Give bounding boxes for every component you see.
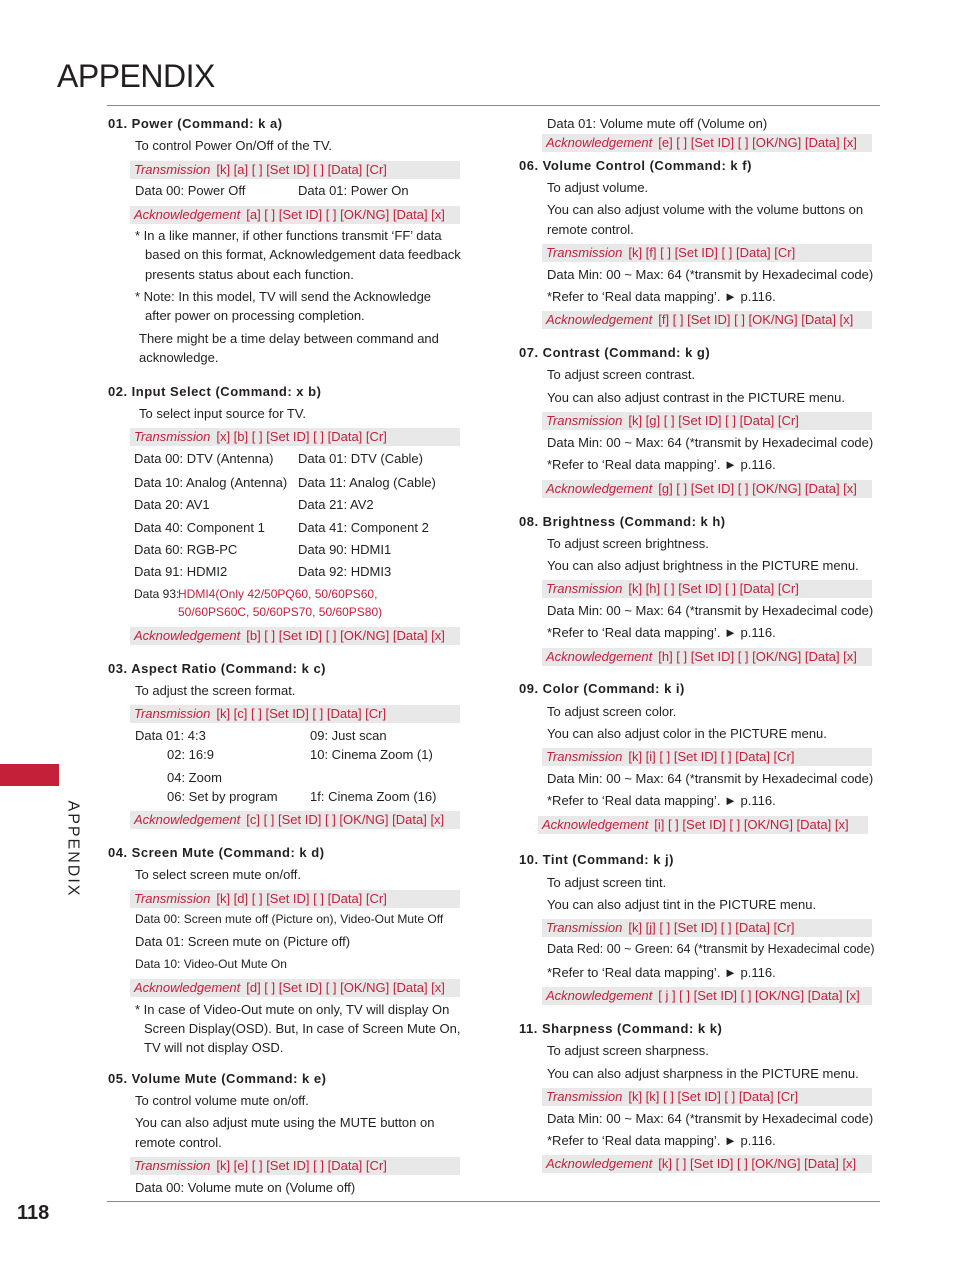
transmission-code: [k] [e] [ ] [Set ID] [ ] [Data] [Cr] — [216, 1158, 387, 1173]
data-value: Data 00: DTV (Antenna) — [134, 451, 274, 466]
acknowledgement-code: [ j ] [ ] [Set ID] [ ] [OK/NG] [Data] [x] — [658, 988, 860, 1003]
acknowledgement-label: Acknowledgement — [546, 135, 653, 150]
acknowledgement-label: Acknowledgement — [134, 628, 241, 643]
acknowledgement-format — [130, 206, 460, 224]
transmission-label: Transmission — [134, 891, 211, 906]
data-value: Data 40: Component 1 — [134, 520, 265, 535]
transmission-code: [k] [a] [ ] [Set ID] [ ] [Data] [Cr] — [216, 162, 387, 177]
transmission-code: [k] [j] [ ] [Set ID] [ ] [Data] [Cr] — [628, 920, 795, 935]
data-value: Data 01: Volume mute off (Volume on) — [547, 116, 768, 131]
reference-note: *Refer to ‘Real data mapping’. ► p.116. — [547, 289, 776, 304]
transmission-label: Transmission — [546, 920, 623, 935]
acknowledgement-format — [538, 816, 868, 834]
section-description: remote control. — [135, 1135, 222, 1150]
transmission-format — [542, 580, 872, 598]
acknowledgement-format — [130, 627, 460, 645]
section-heading: 08. Brightness (Command: k h) — [519, 514, 726, 529]
data-value: Data 20: AV1 — [134, 497, 210, 512]
reference-note: *Refer to ‘Real data mapping’. ► p.116. — [547, 457, 776, 472]
transmission-label: Transmission — [546, 581, 623, 596]
transmission-code: [k] [d] [ ] [Set ID] [ ] [Data] [Cr] — [216, 891, 387, 906]
note-text: * Note: In this model, TV will send the Acknowledge — [135, 289, 432, 304]
note-text: There might be a time delay between command and — [139, 331, 439, 346]
data-value: Data 41: Component 2 — [298, 520, 429, 535]
section-description: You can also adjust volume with the volume buttons on — [547, 202, 864, 217]
data-value: Data 00: Volume mute on (Volume off) — [135, 1180, 356, 1195]
transmission-label: Transmission — [546, 413, 623, 428]
acknowledgement-label: Acknowledgement — [546, 481, 653, 496]
note-text: based on this format, Acknowledgement data feedback — [145, 247, 461, 262]
side-section-label: APPENDIX — [64, 800, 82, 898]
note-text: Screen Display(OSD). But, In case of Screen Mute On, — [144, 1021, 461, 1036]
side-tab-marker — [0, 764, 59, 786]
section-heading: 07. Contrast (Command: k g) — [519, 345, 711, 360]
section-heading: 02. Input Select (Command: x b) — [108, 384, 322, 399]
bottom-rule — [107, 1201, 880, 1202]
acknowledgement-format — [542, 134, 872, 152]
section-description: You can also adjust mute using the MUTE button on — [135, 1115, 435, 1130]
section-description: To adjust screen contrast. — [547, 367, 696, 382]
data-value: Data 01: DTV (Cable) — [298, 451, 423, 466]
transmission-format — [130, 1157, 460, 1175]
section-heading: 06. Volume Control (Command: k f) — [519, 158, 752, 173]
data-value: Data 01: Power On — [298, 183, 409, 198]
acknowledgement-code: [f] [ ] [Set ID] [ ] [OK/NG] [Data] [x] — [658, 312, 854, 327]
transmission-format — [542, 748, 872, 766]
acknowledgement-label: Acknowledgement — [546, 1156, 653, 1171]
section-description: remote control. — [547, 222, 634, 237]
section-heading: 03. Aspect Ratio (Command: k c) — [108, 661, 327, 676]
data-value: Data 10: Analog (Antenna) — [134, 475, 288, 490]
reference-note: *Refer to ‘Real data mapping’. ► p.116. — [547, 793, 776, 808]
acknowledgement-label: Acknowledgement — [542, 817, 649, 832]
page-title: APPENDIX — [57, 58, 215, 94]
top-rule — [107, 105, 880, 106]
transmission-format — [130, 428, 460, 446]
note-text: presents status about each function. — [145, 267, 354, 282]
data-value: 04: Zoom — [167, 770, 222, 785]
acknowledgement-format — [130, 979, 460, 997]
data-value: Data 92: HDMI3 — [298, 564, 392, 579]
acknowledgement-code: [i] [ ] [Set ID] [ ] [OK/NG] [Data] [x] — [654, 817, 849, 832]
acknowledgement-label: Acknowledgement — [546, 988, 653, 1003]
acknowledgement-format — [542, 480, 872, 498]
transmission-code: [k] [f] [ ] [Set ID] [ ] [Data] [Cr] — [628, 245, 796, 260]
section-description: To control Power On/Off of the TV. — [135, 138, 333, 153]
acknowledgement-label: Acknowledgement — [546, 312, 653, 327]
page-number: 118 — [17, 1202, 50, 1224]
acknowledgement-code: [h] [ ] [Set ID] [ ] [OK/NG] [Data] [x] — [658, 649, 857, 664]
data-value: Data Min: 00 ~ Max: 64 (*transmit by Hexadecimal code) — [547, 603, 874, 618]
data-value: Data 91: HDMI2 — [134, 564, 228, 579]
note-text: * In a like manner, if other functions transmit ‘FF’ data — [135, 228, 442, 243]
acknowledgement-code: [e] [ ] [Set ID] [ ] [OK/NG] [Data] [x] — [658, 135, 857, 150]
data-value: Data 90: HDMI1 — [298, 542, 392, 557]
acknowledgement-label: Acknowledgement — [134, 980, 241, 995]
transmission-code: [x] [b] [ ] [Set ID] [ ] [Data] [Cr] — [216, 429, 387, 444]
transmission-format — [130, 705, 460, 723]
section-description: You can also adjust sharpness in the PICTURE menu. — [547, 1066, 859, 1081]
data-value: Data Min: 00 ~ Max: 64 (*transmit by Hexadecimal code) — [547, 771, 874, 786]
data-value: Data Red: 00 ~ Green: 64 (*transmit by Hexadecimal code) — [547, 942, 875, 956]
data-value-note: 50/60PS60C, 50/60PS70, 50/60PS80) — [178, 605, 383, 619]
data-value: 02: 16:9 — [167, 747, 214, 762]
note-text: * In case of Video-Out mute on only, TV will display On — [135, 1002, 450, 1017]
transmission-format — [130, 161, 460, 179]
section-description: You can also adjust contrast in the PICTURE menu. — [547, 390, 845, 405]
acknowledgement-code: [d] [ ] [Set ID] [ ] [OK/NG] [Data] [x] — [246, 980, 445, 995]
data-value: Data 11: Analog (Cable) — [298, 475, 436, 490]
transmission-code: [k] [g] [ ] [Set ID] [ ] [Data] [Cr] — [628, 413, 799, 428]
transmission-label: Transmission — [546, 749, 623, 764]
section-heading: 09. Color (Command: k i) — [519, 681, 685, 696]
transmission-format — [542, 412, 872, 430]
transmission-format — [130, 890, 460, 908]
transmission-code: [k] [i] [ ] [Set ID] [ ] [Data] [Cr] — [628, 749, 795, 764]
note-text: acknowledge. — [139, 350, 219, 365]
acknowledgement-code: [g] [ ] [Set ID] [ ] [OK/NG] [Data] [x] — [658, 481, 857, 496]
transmission-code: [k] [c] [ ] [Set ID] [ ] [Data] [Cr] — [216, 706, 387, 721]
section-description: To adjust screen tint. — [547, 875, 667, 890]
data-value: Data Min: 00 ~ Max: 64 (*transmit by Hexadecimal code) — [547, 435, 874, 450]
transmission-code: [k] [k] [ ] [Set ID] [ ] [Data] [Cr] — [628, 1089, 799, 1104]
section-description: You can also adjust tint in the PICTURE menu. — [547, 897, 817, 912]
acknowledgement-format — [542, 648, 872, 666]
section-description: To adjust screen sharpness. — [547, 1043, 709, 1058]
section-description: To adjust volume. — [547, 180, 649, 195]
section-heading: 04. Screen Mute (Command: k d) — [108, 845, 325, 860]
data-value: Data Min: 00 ~ Max: 64 (*transmit by Hexadecimal code) — [547, 1111, 874, 1126]
acknowledgement-code: [c] [ ] [Set ID] [ ] [OK/NG] [Data] [x] — [246, 812, 445, 827]
transmission-format — [542, 244, 872, 262]
transmission-code: [k] [h] [ ] [Set ID] [ ] [Data] [Cr] — [628, 581, 799, 596]
data-value: Data 01: 4:3 — [135, 728, 206, 743]
acknowledgement-format — [542, 987, 872, 1005]
section-description: To select input source for TV. — [139, 406, 306, 421]
section-heading: 10. Tint (Command: k j) — [519, 852, 674, 867]
section-heading: 05. Volume Mute (Command: k e) — [108, 1071, 327, 1086]
note-text: TV will not display OSD. — [144, 1040, 284, 1055]
section-description: To adjust the screen format. — [135, 683, 296, 698]
reference-note: *Refer to ‘Real data mapping’. ► p.116. — [547, 1133, 776, 1148]
acknowledgement-format — [542, 1155, 872, 1173]
reference-note: *Refer to ‘Real data mapping’. ► p.116. — [547, 965, 776, 980]
data-value: Data 01: Screen mute on (Picture off) — [135, 934, 351, 949]
transmission-label: Transmission — [546, 245, 623, 260]
acknowledgement-format — [130, 811, 460, 829]
transmission-label: Transmission — [134, 706, 211, 721]
section-description: To select screen mute on/off. — [135, 867, 301, 882]
note-text: after power on processing completion. — [145, 308, 365, 323]
data-value: Data 60: RGB-PC — [134, 542, 238, 557]
data-value: Data Min: 00 ~ Max: 64 (*transmit by Hexadecimal code) — [547, 267, 874, 282]
data-value: Data 21: AV2 — [298, 497, 374, 512]
data-value: 10: Cinema Zoom (1) — [310, 747, 433, 762]
data-value: Data 93: — [134, 587, 180, 601]
transmission-label: Transmission — [546, 1089, 623, 1104]
section-description: To adjust screen color. — [547, 704, 677, 719]
transmission-label: Transmission — [134, 162, 211, 177]
transmission-label: Transmission — [134, 429, 211, 444]
section-heading: 11. Sharpness (Command: k k) — [519, 1021, 723, 1036]
acknowledgement-code: [k] [ ] [Set ID] [ ] [OK/NG] [Data] [x] — [658, 1156, 857, 1171]
acknowledgement-label: Acknowledgement — [134, 812, 241, 827]
data-value: 1f: Cinema Zoom (16) — [310, 789, 437, 804]
transmission-format — [542, 1088, 872, 1106]
data-value: Data 00: Screen mute off (Picture on), Video-Out Mute Off — [135, 912, 444, 926]
transmission-label: Transmission — [134, 1158, 211, 1173]
acknowledgement-code: [a] [ ] [Set ID] [ ] [OK/NG] [Data] [x] — [246, 207, 445, 222]
acknowledgement-label: Acknowledgement — [134, 207, 241, 222]
data-value-note: HDMI4(Only 42/50PQ60, 50/60PS60, — [178, 587, 378, 601]
data-value: Data 10: Video-Out Mute On — [135, 957, 287, 971]
acknowledgement-format — [542, 311, 872, 329]
reference-note: *Refer to ‘Real data mapping’. ► p.116. — [547, 625, 776, 640]
section-description: You can also adjust brightness in the PICTURE menu. — [547, 558, 859, 573]
acknowledgement-label: Acknowledgement — [546, 649, 653, 664]
section-description: To adjust screen brightness. — [547, 536, 709, 551]
section-heading: 01. Power (Command: k a) — [108, 116, 283, 131]
section-description: To control volume mute on/off. — [135, 1093, 309, 1108]
acknowledgement-code: [b] [ ] [Set ID] [ ] [OK/NG] [Data] [x] — [246, 628, 445, 643]
section-description: You can also adjust color in the PICTURE menu. — [547, 726, 827, 741]
transmission-format — [542, 919, 872, 937]
data-value: 09: Just scan — [310, 728, 387, 743]
data-value: Data 00: Power Off — [135, 183, 246, 198]
data-value: 06: Set by program — [167, 789, 278, 804]
